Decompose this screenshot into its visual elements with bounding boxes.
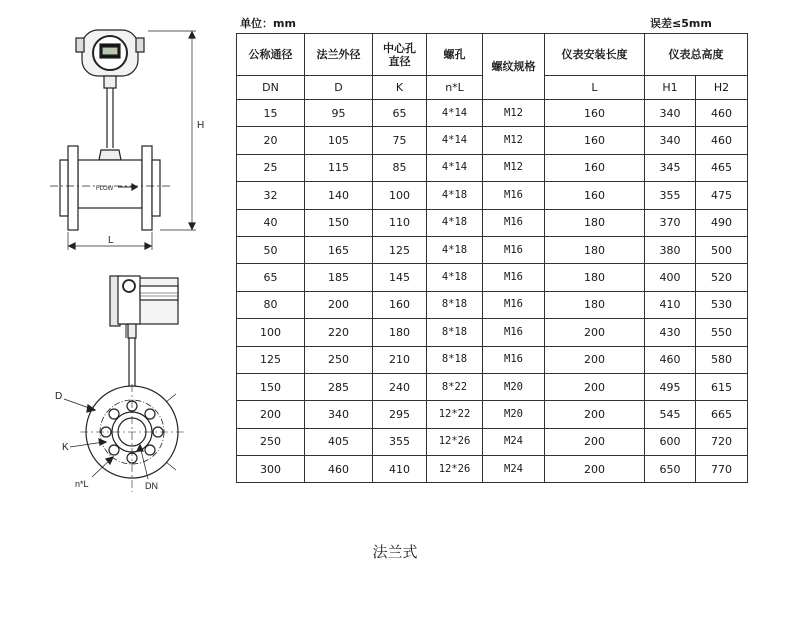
table-cell-hole: 8*18 <box>427 319 483 346</box>
table-cell-h2: 530 <box>696 291 748 318</box>
table-cell-thread: M24 <box>483 456 545 483</box>
table-cell-thread: M16 <box>483 209 545 236</box>
table-cell-h1: 410 <box>645 291 696 318</box>
table-cell-dn: 250 <box>237 428 305 455</box>
header-center-hole-text: 中心孔直径 <box>383 41 416 68</box>
table-cell-hole: 12*22 <box>427 401 483 428</box>
table-cell-h1: 600 <box>645 428 696 455</box>
table-cell-l: 200 <box>545 428 645 455</box>
table-cell-d: 140 <box>305 182 373 209</box>
header-dn: 公称通径 <box>237 34 305 76</box>
table-cell-l: 180 <box>545 236 645 263</box>
spec-table <box>236 33 748 483</box>
table-cell-dn: 200 <box>237 401 305 428</box>
table-cell-h1: 380 <box>645 236 696 263</box>
unit-label: 单位：mm <box>240 17 296 30</box>
flange-od-label: D <box>55 391 63 402</box>
table-cell-h1: 400 <box>645 264 696 291</box>
table-cell-dn: 65 <box>237 264 305 291</box>
table-cell-l: 200 <box>545 401 645 428</box>
table-cell-hole: 12*26 <box>427 428 483 455</box>
table-cell-hole: 4*18 <box>427 236 483 263</box>
table-cell-h2: 615 <box>696 373 748 400</box>
table-row <box>237 373 748 400</box>
table-cell-d: 185 <box>305 264 373 291</box>
height-label: H <box>197 120 205 131</box>
unit-h1: H1 <box>645 76 696 100</box>
table-cell-h2: 665 <box>696 401 748 428</box>
table-cell-k: 100 <box>373 182 427 209</box>
table-cell-d: 165 <box>305 236 373 263</box>
table-row <box>237 154 748 181</box>
table-cell-dn: 40 <box>237 209 305 236</box>
length-label: L <box>108 235 114 246</box>
table-cell-h1: 340 <box>645 100 696 127</box>
nominal-diameter-label: DN <box>145 481 158 491</box>
table-cell-thread: M16 <box>483 346 545 373</box>
unit-d: D <box>305 76 373 100</box>
table-cell-hole: 4*14 <box>427 127 483 154</box>
table-cell-dn: 15 <box>237 100 305 127</box>
caption: 法兰式 <box>372 543 418 561</box>
table-cell-h2: 490 <box>696 209 748 236</box>
table-cell-dn: 300 <box>237 456 305 483</box>
flowmeter-drawing <box>0 0 232 510</box>
table-cell-thread: M20 <box>483 401 545 428</box>
table-cell-dn: 150 <box>237 373 305 400</box>
table-row <box>237 319 748 346</box>
unit-k: K <box>373 76 427 100</box>
table-cell-l: 160 <box>545 127 645 154</box>
table-cell-k: 125 <box>373 236 427 263</box>
table-cell-k: 210 <box>373 346 427 373</box>
table-cell-dn: 25 <box>237 154 305 181</box>
table-cell-d: 105 <box>305 127 373 154</box>
header-center-hole <box>373 34 427 76</box>
table-cell-l: 160 <box>545 182 645 209</box>
table-cell-k: 75 <box>373 127 427 154</box>
table-cell-h1: 340 <box>645 127 696 154</box>
table-cell-h1: 430 <box>645 319 696 346</box>
table-cell-hole: 8*22 <box>427 373 483 400</box>
header-install-length: 仪表安装长度 <box>545 34 645 76</box>
header-bolt-hole: 螺孔 <box>427 34 483 76</box>
table-cell-h2: 580 <box>696 346 748 373</box>
table-cell-d: 95 <box>305 100 373 127</box>
table-row <box>237 456 748 483</box>
table-cell-thread: M16 <box>483 236 545 263</box>
unit-h2: H2 <box>696 76 748 100</box>
table-cell-hole: 4*18 <box>427 209 483 236</box>
table-cell-h1: 650 <box>645 456 696 483</box>
table-cell-l: 200 <box>545 346 645 373</box>
table-cell-dn: 20 <box>237 127 305 154</box>
table-cell-k: 65 <box>373 100 427 127</box>
bolt-hole-label: n*L <box>75 479 89 489</box>
header-thread: 螺纹规格 <box>483 34 545 100</box>
table-cell-k: 180 <box>373 319 427 346</box>
table-cell-h2: 550 <box>696 319 748 346</box>
unit-dn: DN <box>237 76 305 100</box>
table-cell-d: 285 <box>305 373 373 400</box>
table-cell-h1: 545 <box>645 401 696 428</box>
table-row <box>237 127 748 154</box>
table-cell-d: 220 <box>305 319 373 346</box>
table-cell-thread: M16 <box>483 291 545 318</box>
flow-label: FLOW <box>96 186 114 192</box>
table-cell-d: 460 <box>305 456 373 483</box>
table-cell-k: 85 <box>373 154 427 181</box>
header-total-height: 仪表总高度 <box>645 34 748 76</box>
table-cell-l: 180 <box>545 264 645 291</box>
table-cell-hole: 4*14 <box>427 154 483 181</box>
spec-table-body <box>237 100 748 483</box>
table-cell-k: 355 <box>373 428 427 455</box>
table-cell-h2: 520 <box>696 264 748 291</box>
table-cell-d: 340 <box>305 401 373 428</box>
table-row <box>237 346 748 373</box>
table-cell-h2: 770 <box>696 456 748 483</box>
table-cell-thread: M12 <box>483 127 545 154</box>
table-cell-h1: 460 <box>645 346 696 373</box>
unit-bolt-hole: n*L <box>427 76 483 100</box>
table-cell-k: 240 <box>373 373 427 400</box>
table-cell-h1: 355 <box>645 182 696 209</box>
table-cell-k: 110 <box>373 209 427 236</box>
table-cell-l: 180 <box>545 291 645 318</box>
table-cell-dn: 100 <box>237 319 305 346</box>
table-cell-thread: M20 <box>483 373 545 400</box>
table-row <box>237 264 748 291</box>
table-cell-l: 200 <box>545 456 645 483</box>
table-cell-k: 160 <box>373 291 427 318</box>
table-cell-h1: 345 <box>645 154 696 181</box>
table-row <box>237 401 748 428</box>
table-row <box>237 428 748 455</box>
table-cell-dn: 32 <box>237 182 305 209</box>
table-row <box>237 182 748 209</box>
table-cell-thread: M12 <box>483 100 545 127</box>
table-cell-dn: 50 <box>237 236 305 263</box>
table-cell-thread: M16 <box>483 319 545 346</box>
table-cell-h2: 460 <box>696 127 748 154</box>
table-cell-k: 295 <box>373 401 427 428</box>
table-cell-k: 145 <box>373 264 427 291</box>
table-cell-d: 200 <box>305 291 373 318</box>
table-cell-k: 410 <box>373 456 427 483</box>
table-cell-l: 200 <box>545 319 645 346</box>
table-row <box>237 236 748 263</box>
unit-l: L <box>545 76 645 100</box>
header-flange-od: 法兰外径 <box>305 34 373 76</box>
table-cell-h2: 500 <box>696 236 748 263</box>
table-cell-thread: M16 <box>483 182 545 209</box>
table-row <box>237 209 748 236</box>
table-cell-l: 160 <box>545 100 645 127</box>
table-cell-d: 115 <box>305 154 373 181</box>
table-cell-thread: M24 <box>483 428 545 455</box>
table-cell-h2: 720 <box>696 428 748 455</box>
table-cell-d: 250 <box>305 346 373 373</box>
table-row <box>237 100 748 127</box>
table-cell-thread: M12 <box>483 154 545 181</box>
table-cell-hole: 8*18 <box>427 291 483 318</box>
table-cell-thread: M16 <box>483 264 545 291</box>
table-cell-d: 405 <box>305 428 373 455</box>
table-row <box>237 291 748 318</box>
table-cell-h2: 475 <box>696 182 748 209</box>
table-cell-l: 160 <box>545 154 645 181</box>
table-cell-hole: 4*18 <box>427 182 483 209</box>
table-cell-hole: 12*26 <box>427 456 483 483</box>
table-cell-dn: 80 <box>237 291 305 318</box>
table-cell-d: 150 <box>305 209 373 236</box>
table-cell-hole: 4*14 <box>427 100 483 127</box>
table-cell-hole: 4*18 <box>427 264 483 291</box>
center-hole-label: K <box>62 442 69 453</box>
table-cell-h2: 460 <box>696 100 748 127</box>
table-cell-h1: 495 <box>645 373 696 400</box>
table-cell-h2: 465 <box>696 154 748 181</box>
tolerance-label: 误差≤5mm <box>650 17 712 30</box>
table-cell-dn: 125 <box>237 346 305 373</box>
table-cell-h1: 370 <box>645 209 696 236</box>
table-cell-l: 180 <box>545 209 645 236</box>
table-cell-hole: 8*18 <box>427 346 483 373</box>
table-cell-l: 200 <box>545 373 645 400</box>
